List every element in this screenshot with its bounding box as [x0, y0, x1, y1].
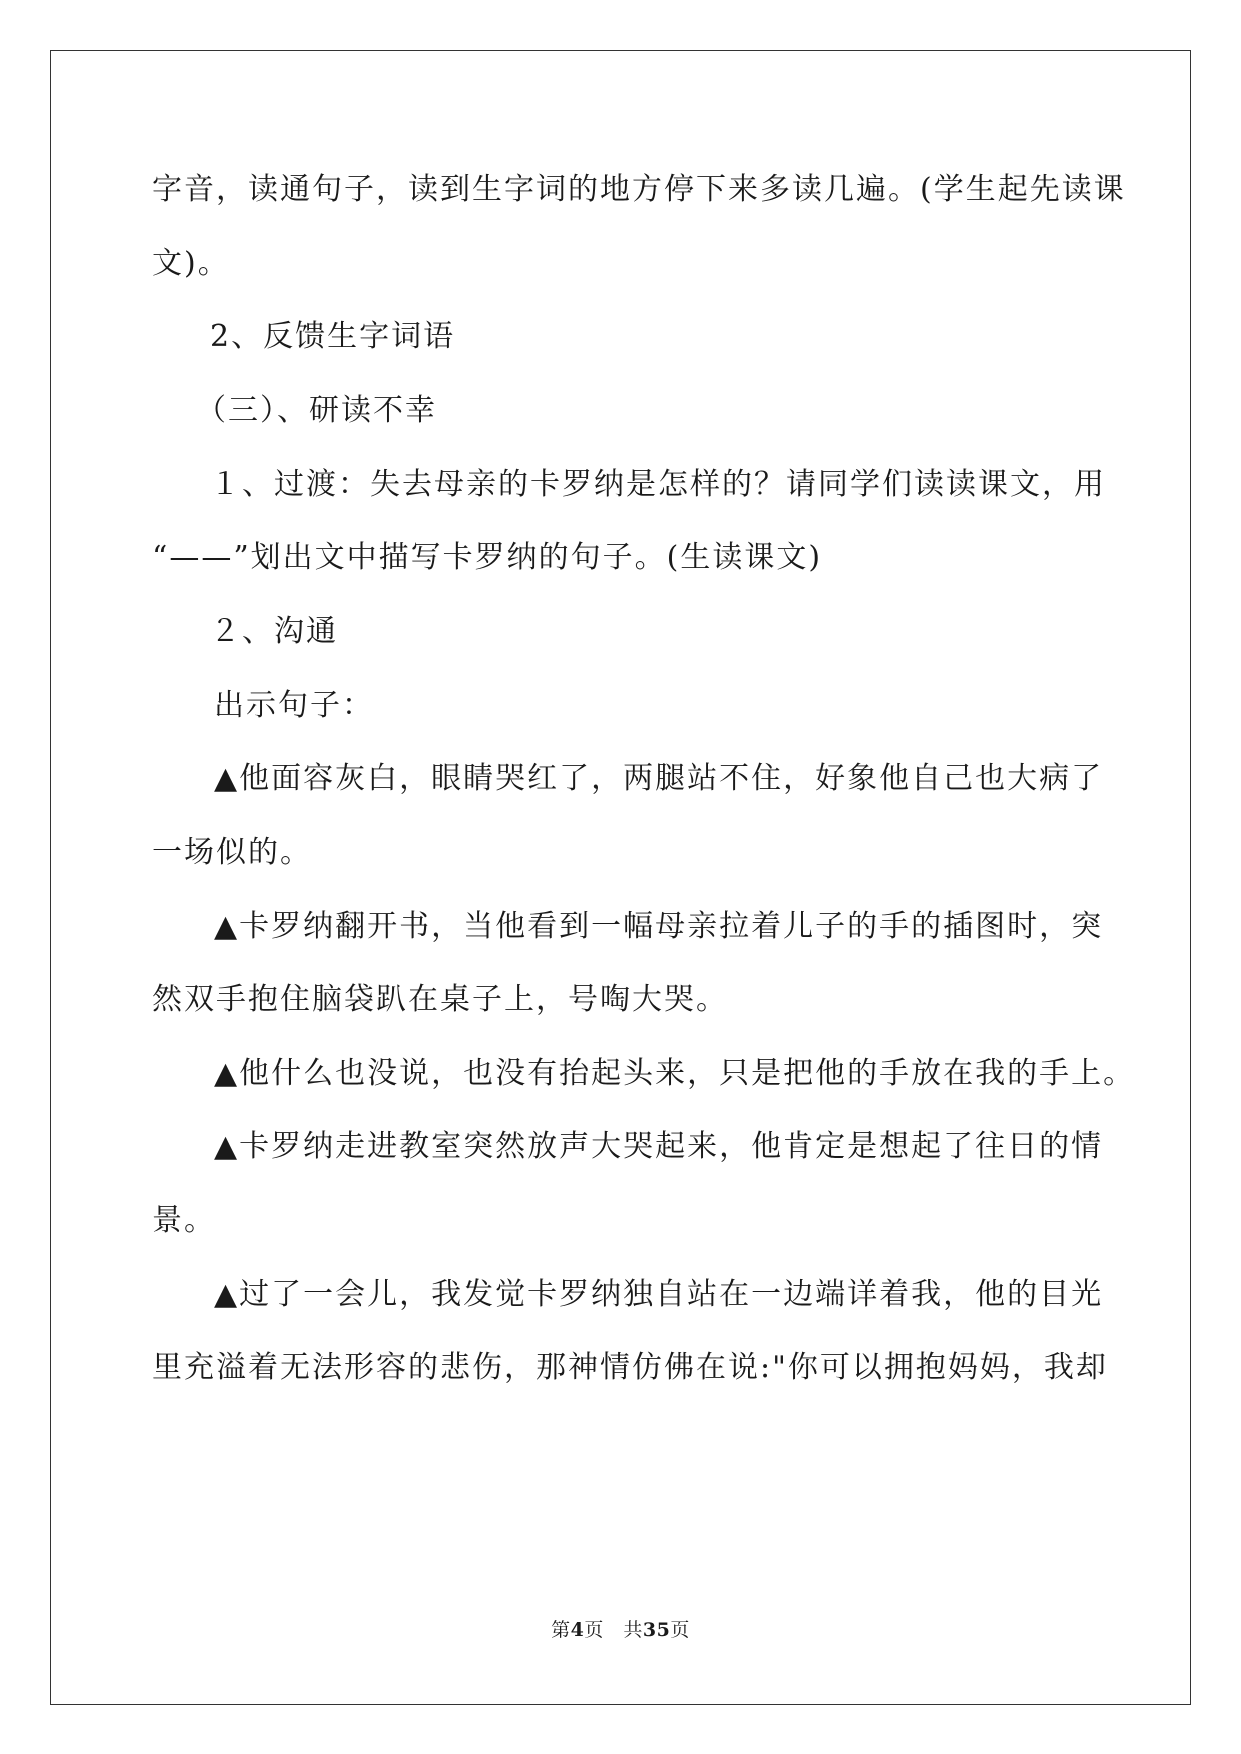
text-line: ▲他面容灰白，眼睛哭红了，两腿站不住，好象他自己也大病了	[214, 761, 1104, 796]
footer-suffix: 页	[670, 1619, 690, 1641]
text-line: ▲卡罗纳翻开书，当他看到一幅母亲拉着儿子的手的插图时，突	[214, 909, 1104, 944]
text-line: 2、反馈生字词语	[210, 319, 456, 354]
current-page-number: 4	[570, 1619, 585, 1641]
text-line: ▲卡罗纳走进教室突然放声大哭起来，他肯定是想起了往日的情	[214, 1129, 1104, 1164]
footer-mid: 页 共	[584, 1619, 643, 1641]
text-line: 字音，读通句子，读到生字词的地方停下来多读几遍。(学生起先读课	[152, 172, 1126, 207]
text-line: ▲过了一会儿，我发觉卡罗纳独自站在一边端详着我，他的目光	[214, 1277, 1104, 1312]
footer-prefix: 第	[551, 1619, 571, 1641]
page-footer	[0, 1618, 1241, 1642]
text-line: 里充溢着无法形容的悲伤，那神情仿佛在说:"你可以拥抱妈妈，我却	[152, 1350, 1108, 1385]
text-line: “——”划出文中描写卡罗纳的句子。(生读课文)	[152, 540, 823, 575]
text-line: ▲他什么也没说，也没有抬起头来，只是把他的手放在我的手上。	[214, 1056, 1136, 1091]
text-line: 然双手抱住脑袋趴在桌子上，号啕大哭。	[152, 982, 728, 1017]
page-border	[50, 50, 1191, 1705]
text-line: １、过渡：失去母亲的卡罗纳是怎样的？请同学们读读课文，用	[210, 467, 1106, 502]
text-line: 景。	[152, 1203, 216, 1238]
text-line: （三）、研读不幸	[196, 393, 437, 428]
text-line: 出示句子：	[214, 688, 374, 723]
text-line: 文)。	[152, 246, 230, 281]
text-line: 一场似的。	[152, 835, 312, 870]
total-page-number: 35	[642, 1619, 671, 1641]
text-line: ２、沟通	[210, 614, 338, 649]
